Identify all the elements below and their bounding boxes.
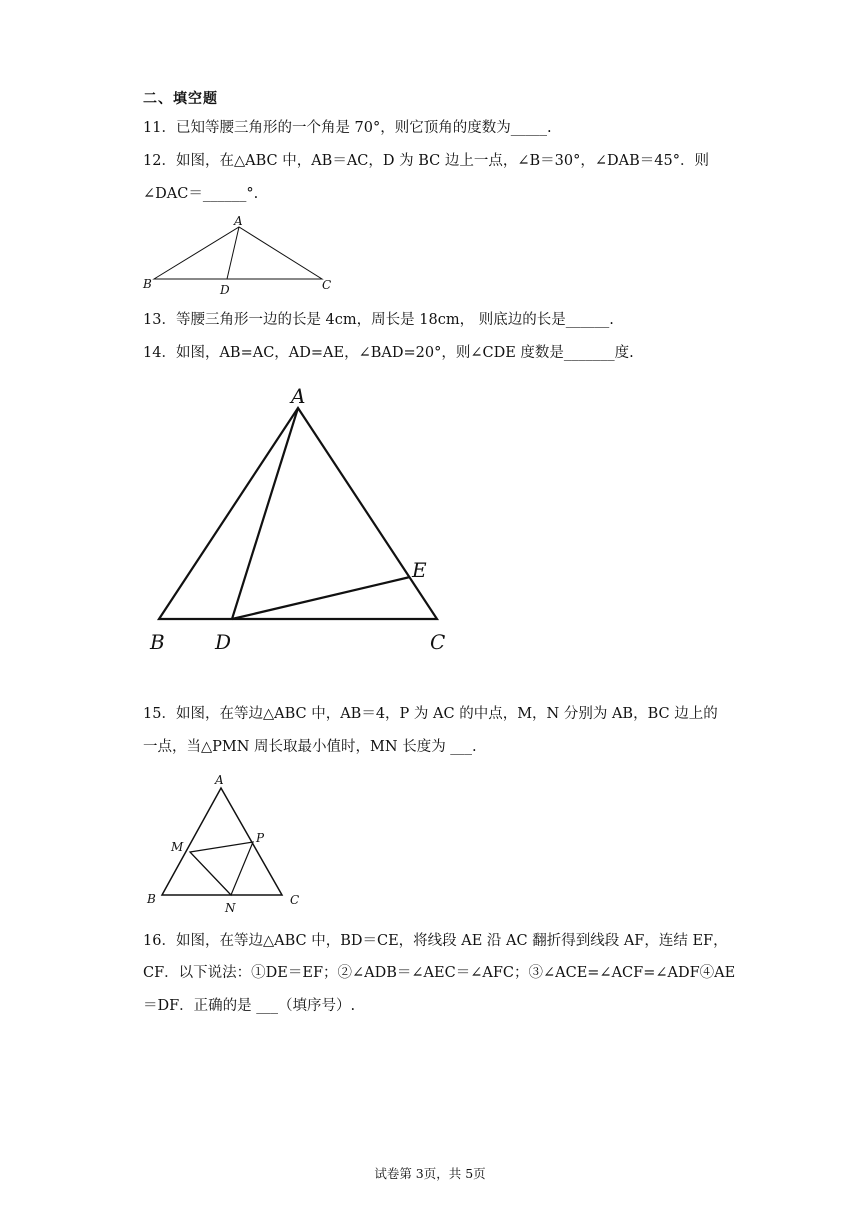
page-footer: 试卷第 3页，共 5页 bbox=[374, 1166, 486, 1181]
triangle-abc bbox=[159, 408, 437, 619]
question-14: 14．如图，AB=AC，AD=AE，∠BAD=20°，则∠CDE 度数是_______度. bbox=[143, 345, 634, 361]
figure-q15 bbox=[140, 768, 310, 918]
label-a: A bbox=[215, 773, 224, 787]
segment-ad bbox=[227, 227, 239, 279]
question-12-line-1: 12．如图，在△ABC 中，AB＝AC，D 为 BC 边上一点，∠B＝30°，∠DAB＝45°．则 bbox=[143, 153, 709, 169]
label-d: D bbox=[220, 283, 230, 297]
section-title: 二、填空题 bbox=[143, 91, 218, 107]
label-d: D bbox=[215, 630, 232, 654]
label-b: B bbox=[143, 277, 152, 291]
question-15-line-2: 一点，当△PMN 周长取最小值时，MN 长度为 ___. bbox=[143, 739, 477, 755]
label-n: N bbox=[225, 901, 236, 915]
label-c: C bbox=[430, 630, 446, 654]
label-p: P bbox=[256, 831, 265, 845]
label-m: M bbox=[171, 840, 184, 854]
label-e: E bbox=[412, 558, 427, 582]
segment-de bbox=[232, 577, 410, 619]
label-c: C bbox=[290, 893, 300, 907]
question-16-line-1: 16．如图，在等边△ABC 中，BD＝CE，将线段 AE 沿 AC 翻折得到线段 AF，连结 EF， bbox=[143, 933, 728, 949]
triangle-pmn bbox=[190, 842, 253, 895]
label-b: B bbox=[147, 892, 156, 906]
question-15-line-1: 15．如图，在等边△ABC 中，AB＝4，P 为 AC 的中点，M，N 分别为 AB，BC 边上的 bbox=[143, 706, 718, 722]
question-13: 13．等腰三角形一边的长是 4cm，周长是 18cm， 则底边的长是______. bbox=[143, 312, 614, 328]
triangle-abc bbox=[154, 227, 322, 279]
label-a: A bbox=[234, 214, 243, 228]
label-a: A bbox=[291, 384, 306, 408]
segment-mn bbox=[190, 852, 231, 895]
segment-ad bbox=[232, 408, 298, 619]
question-12-line-2: ∠DAC＝______°. bbox=[143, 186, 259, 202]
figure-q14 bbox=[140, 380, 470, 670]
figure-q12 bbox=[138, 210, 338, 300]
label-b: B bbox=[150, 630, 165, 654]
question-16-line-2: CF．以下说法：①DE＝EF；②∠ADB＝∠AEC＝∠AFC；③∠ACE=∠ACF=∠ADF④AE bbox=[143, 965, 736, 981]
label-c: C bbox=[322, 278, 332, 292]
question-16-line-3: ＝DF．正确的是 ___（填序号）. bbox=[143, 998, 356, 1014]
question-11: 11．已知等腰三角形的一个角是 70°，则它顶角的度数为_____. bbox=[143, 120, 552, 136]
